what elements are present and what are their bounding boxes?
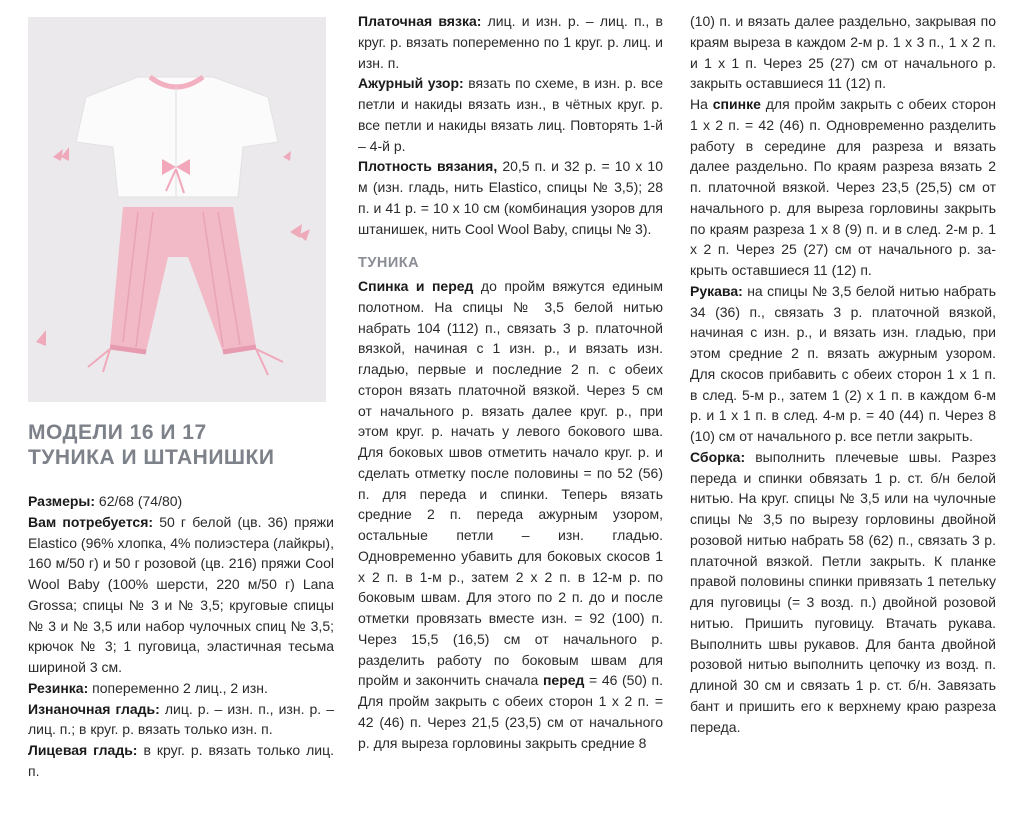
paragraph-text: = 46 (50) п. Для пройм закрыть с обеих сторон 1 х 2 п. = 42 (46) п. Через 21,5 (23,5) см от начального р. для выреза горловины закрыть средние 8 xyxy=(358,672,663,751)
tunic-and-pants-illustration xyxy=(28,17,326,402)
paragraph-text: вязать по схеме, в изн. р. все петли и накиды вязать изн., в чётных круг. р. все петли и накиды вязать лиц. Повторять 1-й – 4-й р. xyxy=(358,75,663,154)
section-heading-tunic: ТУНИКА xyxy=(358,255,420,272)
bold-term: Ажурный узор: xyxy=(358,75,464,92)
paragraph-text: попеременно 2 лиц., 2 изн. xyxy=(88,679,268,696)
bold-term: Плотность вязания, xyxy=(358,158,498,175)
paragraph xyxy=(690,281,996,447)
paragraph-text: для пройм закрыть с обеих сторон 1 х 2 п. = 42 (46) п. Одновременно разделить работу в середине для разреза и вязать далее раздельно. По краям разреза вязать 2 п. платочной вязкой. Через 23,5 (25,5) см от начального р. для выреза горловины закрыть по краям разреза 1 х 8 (9) п. и в след. 2-м р. 1 х 2 п. Через 25 (27) см от начального р. закрыть оставшиеся 11 (12) п. xyxy=(690,96,996,278)
bold-term: Размеры: xyxy=(28,493,96,509)
column-instructions xyxy=(690,11,996,737)
paragraph xyxy=(690,94,996,281)
paragraph-text: На xyxy=(690,96,713,112)
paragraph xyxy=(28,491,334,512)
paragraph-text: лиц. р. – изн. п., изн. р. – лиц. п.; в круг. р. вязать только изн. п. xyxy=(28,700,335,738)
paragraph xyxy=(28,699,334,741)
bold-term: Платочная вязка: xyxy=(358,13,482,29)
bold-term: Рукава: xyxy=(690,282,743,299)
paragraph xyxy=(28,512,334,678)
bold-term: Спинка и перед xyxy=(358,278,474,294)
paragraph xyxy=(690,447,996,738)
paragraph-text: выполнить плечевые швы. Разрез переда и спинки обвязать 1 р. ст. б/н белой нитью. На круг. спицы № 3,5 или на чулочные спицы № 3,5 по вырезу горловины двойной розовой нитью набрать 58 (62) п., связать 3 р. платочной вязкой. Петли закрыть. К планке правой половины спинки привязать 1 петельку для пуговицы (= 3 возд. п.) двойной розовой нитью. Пришить пуговицу. Втачать рукава. Выполнить швы рукавов. Для банта двойной розовой нитью выполнить цепочку из возд. п. длиной 30 см и связать 1 р. ст. б/н. Завязать бант и пришить его к верхнему краю разреза переда. xyxy=(690,448,996,735)
bold-term: Резинка: xyxy=(28,679,89,696)
paragraph xyxy=(690,11,996,94)
bold-term: Вам потребуется: xyxy=(28,513,154,530)
page-title xyxy=(28,420,274,470)
paragraph-text: 20,5 п. и 32 р. = 10 х 10 м (изн. гладь, нить Elastico, спицы № 3,5); 28 п. и 41 р. = 10 х 10 см (комбинация узоров для штанишек, нить Cool Wool Baby, спицы № 3). xyxy=(358,158,663,237)
bold-term: перед xyxy=(542,672,585,689)
paragraph-text: в круг. р. вязать только лиц. п. xyxy=(28,742,335,779)
paragraph-text: (10) п. и вязать далее раздельно, закрывая по краям выреза в каждом 2-м р. 1 х 3 п., 1 х 2 п. и 1 х 1 п. Через 25 (27) см от начального р. закрыть оставшиеся 11 (12) п. xyxy=(690,13,996,92)
paragraph xyxy=(358,276,663,753)
paragraph-text: на спицы № 3,5 белой нитью набрать 34 (36) п., связать 3 р. платочной вязкой, начиная с изн. р., и вязать изн. гладью, при этом средние 2 п. вязать ажурным узором. Для скосов прибавить с обеих сторон 1 х 1 п. в след. 5-м р., затем 1 (2) х 1 п. в каждом 6-м р. и 1 х 1 п. в след. 4-м р. = 40 (44) п. Через 8 (10) см от начального р. все петли закрыть. xyxy=(690,282,996,444)
title-line-2: ТУНИКА И ШТАНИШКИ xyxy=(28,446,275,469)
product-photo xyxy=(28,17,326,402)
bold-term: спинке xyxy=(712,96,761,112)
column-materials xyxy=(28,491,334,782)
title-line-1: МОДЕЛИ 16 И 17 xyxy=(28,421,207,444)
paragraph xyxy=(358,11,663,73)
bold-term: Сборка: xyxy=(690,448,746,465)
paragraph-text: лиц. и изн. р. – лиц. п., в круг. р. вязать попеременно по 1 круг. р. лиц. и изн. п. xyxy=(358,13,663,71)
paragraph-text: до пройм вяжутся единым полотном. На спицы № 3,5 белой нитью набрать 104 (112) п., связать 3 р. платочной вязкой, начиная с 1 изн. р., и вязать изн. гладью, первые и последние 2 п. с обеих сторон вязать платочной вязкой. Через 5 см от начального р. вязать далее круг. р., при этом круг. р. начать у левого бокового шва. Для боковых швов отметить начало круг. р. и сделать отметку после половины = по 52 (56) п. для переда и спинки. Теперь вязать средние 2 п. переда ажурным узором, остальные петли – изн. гладью. Одновременно убавить для боковых скосов 1 х 2 п. в 1-м р., затем 2 х 2 п. в 12-м р. по боковым швам. Для этого по 2 п. до и после отметки провязать вместе изн. = 92 (100) п. Через 15,5 (16,5) см от начального р. разделить работу по боковым швам для пройм и закончить сначала xyxy=(358,278,664,689)
paragraph xyxy=(28,678,334,699)
paragraph xyxy=(358,156,663,239)
bold-term: Лицевая гладь: xyxy=(28,742,138,758)
paragraph-text: 50 г белой (цв. 36) пряжи Elastico (96% хлопка, 4% полиэстера (лайкры), 160 м/50 г) и 50 г розовой (цв. 216) пряжи Cool Wool Baby (100% шерсти, 220 м/50 г) Lana Grossa; спицы № 3 и № 3,5; круговые спицы № 3 и № 3,5 или набор чулочных спиц № 3,5; крючок № 3; 1 пуговица, эластичная тесьма шириной 3 см. xyxy=(28,513,334,675)
bold-term: Изнаночная гладь: xyxy=(28,700,160,717)
paragraph xyxy=(358,73,663,156)
paragraph xyxy=(28,740,334,782)
paragraph-text: 62/68 (74/80) xyxy=(95,493,183,509)
column-patterns xyxy=(358,11,663,753)
